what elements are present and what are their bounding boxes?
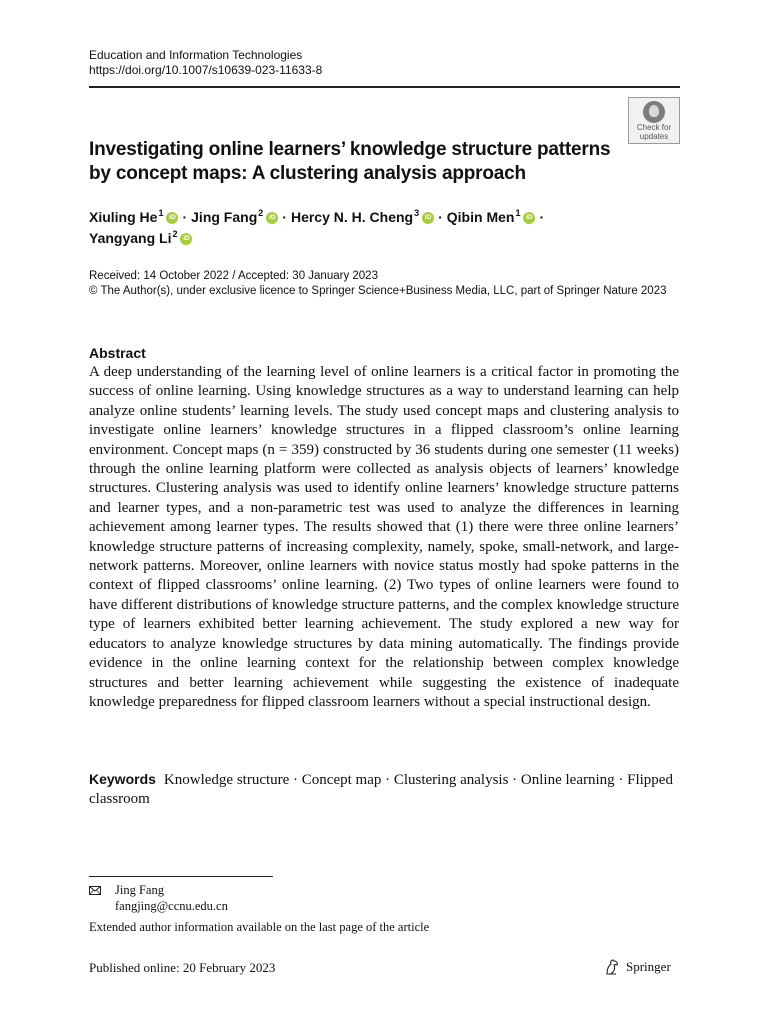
affiliation-mark: 2: [258, 208, 264, 218]
author[interactable]: [191, 209, 278, 225]
footnote-rule: [89, 876, 273, 877]
check-label: Check for: [636, 123, 672, 132]
orcid-icon[interactable]: iD: [523, 212, 535, 224]
corresponding-author-name: Jing Fang: [115, 883, 164, 897]
abstract-text: A deep understanding of the learning level of online learners is a critical factor in promoting the success of online learning. Using knowledge structures as a way to understand learning can help analyze online students’ learning levels. The study used concept maps and clustering analysis to investigate online learners’ knowledge structures in a flipped classroom’s online learning environment. Concept maps (n = 359) constructed by 36 students during one semester (11 weeks) through the online learning platform were collected as analysis objects of learners’ knowledge structures. Clustering analysis was used to identify online learners’ knowledge structure patterns and learner types, and a non-parametric test was used to analyze the differences in learning achievement among learner types. The results showed that (1) there were three online learners’ knowledge structure patterns of increasing complexity, namely, spoke, small-network, and large-network patterns. Moreover, online learners with novice status mostly had spoke patterns in the context of flipped classrooms’ online learning. (2) Two types of online learners were found to have different distributions of knowledge structure patterns, and the complex knowledge structure type of learners exhibited better learning achievement. The study explored a new way for educators to analyze knowledge structures by data mining automatically. The findings provide evidence in the online learning context for the relationship between complex knowledge structures and better learning achievement while suggesting the existence of inadequate knowledge preparedness for flipped classroom learners without a special instructional design.: [89, 364, 679, 710]
corresponding-author: [89, 882, 228, 914]
keywords-heading: Keywords: [89, 771, 156, 787]
author[interactable]: [89, 209, 178, 225]
affiliation-mark: 1: [515, 208, 521, 218]
update-icon: [643, 101, 665, 123]
orcid-icon[interactable]: iD: [266, 212, 278, 224]
author[interactable]: [89, 230, 192, 246]
orcid-icon[interactable]: iD: [180, 233, 192, 245]
published-online-date: Published online: 20 February 2023: [89, 960, 276, 975]
journal-header: [89, 48, 322, 78]
author-name: Hercy N. H. Cheng: [290, 209, 414, 225]
doi-link[interactable]: https://doi.org/10.1007/s10639-023-11633-8: [89, 63, 323, 77]
author-separator: ·: [438, 209, 443, 225]
article-history: [89, 269, 679, 298]
received-accepted-dates: Received: 14 October 2022 / Accepted: 30 January 2023: [89, 270, 378, 282]
copyright-notice: © The Author(s), under exclusive licence to Springer Science+Business Media, LLC, part of Springer Nature 2023: [89, 284, 667, 297]
author[interactable]: [447, 209, 536, 225]
check-for-updates-badge[interactable]: [628, 97, 680, 144]
keywords-section: [89, 770, 679, 809]
author-name: Yangyang Li: [89, 230, 172, 246]
abstract-heading: Abstract: [89, 345, 146, 361]
author-name: Xiuling He: [89, 209, 158, 225]
author-separator: ·: [539, 209, 545, 225]
springer-horse-icon: [603, 958, 621, 976]
publisher-logo: [603, 958, 671, 976]
journal-name: Education and Information Technologies: [89, 48, 303, 62]
affiliation-mark: 2: [172, 229, 178, 239]
author[interactable]: [291, 209, 434, 225]
affiliation-mark: 3: [414, 208, 420, 218]
keywords-list: Knowledge structure · Concept map · Clustering analysis · Online learning · Flipped classroom: [89, 772, 673, 807]
updates-label: updates: [639, 132, 669, 141]
envelope-icon: [89, 886, 101, 895]
orcid-icon[interactable]: iD: [422, 212, 434, 224]
affiliation-mark: 1: [158, 208, 164, 218]
orcid-icon[interactable]: iD: [166, 212, 178, 224]
header-rule: [89, 86, 680, 88]
paper-title: Investigating online learners’ knowledge structure patterns by concept maps: A clustering analysis approach: [89, 139, 611, 184]
author-name: Qibin Men: [446, 209, 515, 225]
author-separator: ·: [182, 209, 188, 225]
author-list: [89, 207, 649, 249]
publisher-name: Springer: [626, 959, 671, 974]
author-name: Jing Fang: [191, 209, 258, 225]
corresponding-email[interactable]: fangjing@ccnu.edu.cn: [115, 899, 228, 913]
author-separator: ·: [282, 209, 287, 225]
extended-author-info: Extended author information available on the last page of the article: [89, 920, 430, 934]
